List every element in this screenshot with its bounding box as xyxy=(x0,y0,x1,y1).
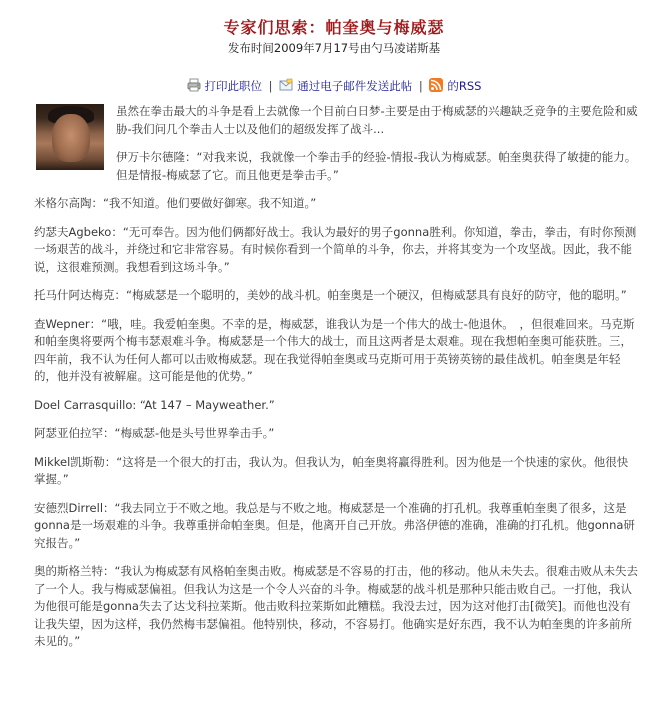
article-tools xyxy=(0,75,668,97)
intro-paragraph: 虽然在拳击最大的斗争是看上去就像一个目前白日梦-主要是由于梅威瑟的兴趣缺乏竞争的主要危险和威胁-我们问几个拳击人士以及他们的超级发挥了战斗... xyxy=(116,104,638,136)
boxer-photo xyxy=(36,104,104,170)
quote-paragraph: 约瑟夫Agbeko：“无可奉告。因为他们俩都好战士。我认为最好的男子gonna胜利。你知道，拳击，拳击，有时你预测一场艰苦的战斗，并绕过和它非常容易。有时候你看到一个简单的斗争，你去，并将其变为一个攻坚战。因此，我不能说，这很难预测。我想看到这场斗争。” xyxy=(34,224,637,274)
article-byline: 发布时间2009年7月17号由勺马凌诺斯基 xyxy=(227,41,441,55)
article-title: 专家们思索：帕奎奥与梅威瑟 xyxy=(223,18,445,37)
quote-paragraph: 米格尔高陶：“我不知道。他们要做好御寒。我不知道。” xyxy=(34,196,317,210)
quote-paragraph: 托马什阿达梅克：“梅威瑟是一个聪明的，美妙的战斗机。帕奎奥是一个硬汉，但梅威瑟具有良好的防守，他的聪明。” xyxy=(34,288,627,302)
quote-paragraph: 安德烈Dirrell：“我去同立于不败之地。我总是与不败之地。梅威瑟是一个准确的打孔机。我尊重帕奎奥了很多，这是gonna是一场艰难的斗争。我尊重拼命帕奎奥。但是，他离开自己开放。弗洛伊德的准确，准确的打孔机。他gonna研究报告。” xyxy=(34,500,635,550)
quote-paragraph: Mikkel凯斯勒：“这将是一个很大的打击，我认为。但我认为，帕奎奥将赢得胜利。因为他是一个快速的家伙。他很快掌握。” xyxy=(34,454,629,486)
rss-link[interactable]: 的RSS xyxy=(447,79,482,93)
tools-separator: | xyxy=(268,79,273,93)
quote-paragraph: 阿瑟亚伯拉罕：“梅威瑟-他是头号世界拳击手。” xyxy=(34,426,275,440)
email-icon[interactable] xyxy=(279,77,293,91)
quote-paragraph: 奥的斯格兰特：“我认为梅威瑟有风格帕奎奥击败。梅威瑟是不容易的打击，他的移动。他从未失去。很难击败从未失去了一个人。我与梅威瑟偏祖。但我认为这是一个令人兴奋的斗争。梅威瑟的战斗机是那种只能击败自己。一打他，我认为他很可能是gonna失去了达戈科拉莱斯。他击败科拉莱斯如此糟糕。我没去过，因为这对他打击[微笑]。而他也没有让我失望，因为这样，我仍然梅韦瑟偏祖。他特别快，移动，不容易打。他确实是好东西，我不认为帕奎奥的许多前所未见的。” xyxy=(34,564,638,648)
rss-icon[interactable] xyxy=(429,77,443,91)
tools-separator: | xyxy=(418,79,423,93)
quote-paragraph: Doel Carrasquillo: “At 147 – Mayweather.” xyxy=(34,397,275,412)
printer-icon[interactable] xyxy=(187,77,201,91)
article-body xyxy=(34,103,638,662)
email-link[interactable]: 通过电子邮件发送此帖 xyxy=(297,79,413,93)
quote-paragraph: 查Wepner：“哦，哇。我爱帕奎奥。不幸的是，梅威瑟，谁我认为是一个伟大的战士-他退休。 ，但很难回来。马克斯和帕奎奥将要两个梅韦瑟艰难斗争。梅威瑟是一个伟大的战士，而且这两者是太艰难。现在我想帕奎奥可能获胜。三，四年前，我不认为任何人都可以击败梅威瑟。现在我觉得帕奎奥或马克斯可用于英镑英镑的最佳战机。帕奎奥是年轻的，他并没有被解雇。这可能是他的优势。” xyxy=(34,316,635,383)
quote-paragraph: 伊万卡尔德隆：“对我来说，我就像一个拳击手的经验-情报-我认为梅威瑟。帕奎奥获得了敏捷的能力。但是情报-梅威瑟了它。而且他更是拳击手。” xyxy=(116,150,637,182)
print-link[interactable]: 打印此职位 xyxy=(204,79,263,93)
